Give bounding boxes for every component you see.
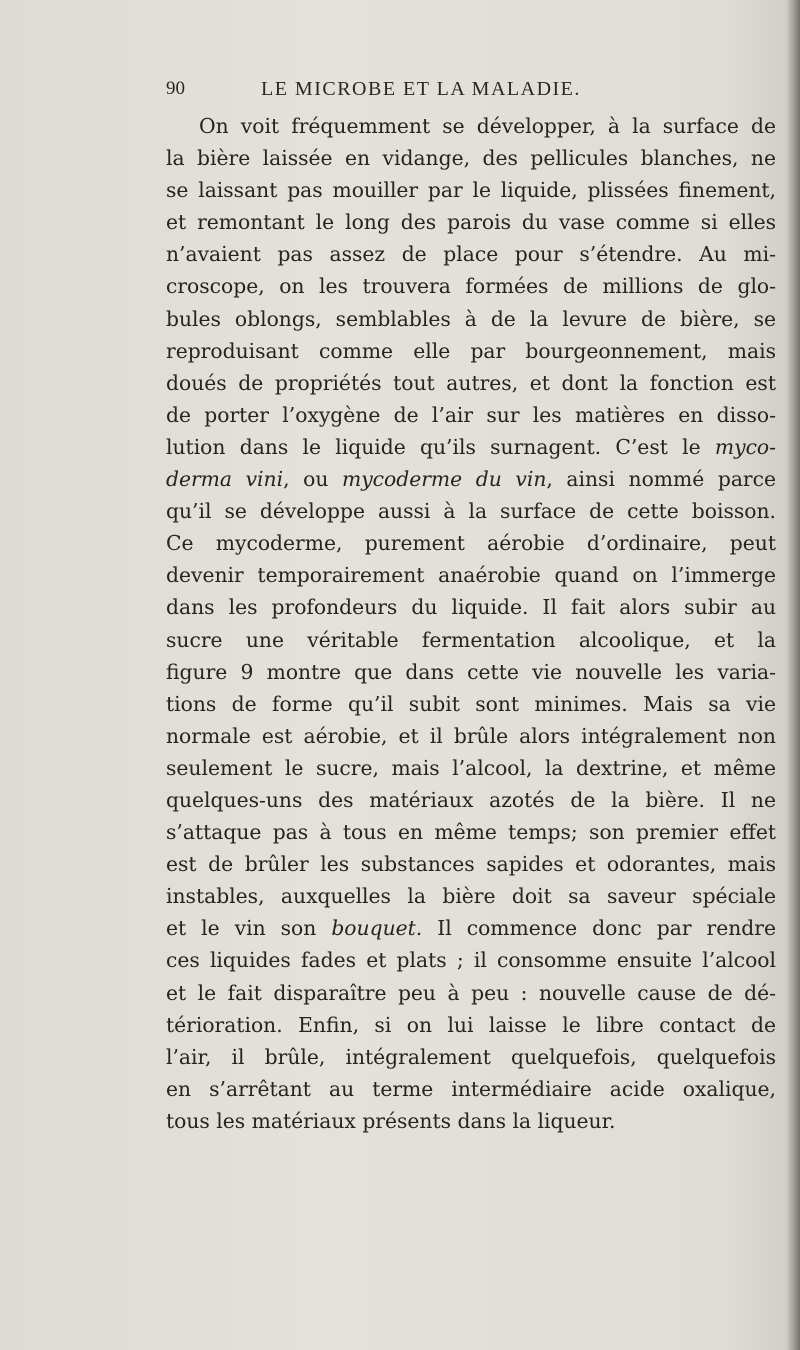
text-line: quelques-uns des matériaux azotés de la bière. Il ne: [166, 787, 776, 812]
page-edge-shadow: [786, 0, 800, 1350]
text-segment: . Il commence donc par rendre: [415, 916, 776, 941]
text-line: instables, auxquelles la bière doit sa saveur spéciale: [166, 884, 776, 909]
text-line: tions de forme qu’il subit sont minimes. Mais sa vie: [166, 691, 776, 716]
text-line: qu’il se développe aussi à la surface de cette boisson.: [166, 499, 776, 524]
italic-term: bouquet: [331, 916, 416, 941]
text-line: térioration. Enfin, si on lui laisse le libre contact de: [166, 1012, 776, 1037]
text-line: est de brûler les substances sapides et odorantes, mais: [166, 852, 776, 877]
text-line: bules oblongs, semblables à de la levure de bière, se: [166, 306, 776, 331]
italic-term: mycoderme du vin: [341, 467, 547, 492]
text-line: doués de propriétés tout autres, et dont la fonction est: [166, 370, 776, 395]
text-line: se laissant pas mouiller par le liquide, plissées finement,: [166, 178, 776, 203]
italic-term: myco-: [714, 434, 776, 459]
body-text: [166, 110, 776, 1137]
text-line: [166, 463, 776, 495]
text-line: figure 9 montre que dans cette vie nouvelle les varia-: [166, 659, 776, 684]
text-line: On voit fréquemment se développer, à la surface de: [199, 114, 776, 138]
text-segment: et le vin son: [166, 916, 332, 941]
text-line: n’avaient pas assez de place pour s’étendre. Au mi-: [166, 242, 776, 267]
text-line: et remontant le long des parois du vase comme si elles: [166, 210, 776, 235]
text-line: [166, 912, 776, 944]
text-line: dans les profondeurs du liquide. Il fait alors subir au: [166, 595, 776, 620]
page-header: [166, 78, 636, 108]
text-line: sucre une véritable fermentation alcoolique, et la: [166, 627, 776, 652]
text-line: Ce mycoderme, purement aérobie d’ordinaire, peut: [166, 531, 776, 556]
italic-term: derma vini: [166, 467, 284, 492]
text-line: devenir temporairement anaérobie quand on l’immerge: [166, 563, 776, 588]
text-line: croscope, on les trouvera formées de millions de glo-: [166, 274, 776, 299]
running-title: LE MICROBE ET LA MALADIE.: [261, 78, 581, 100]
text-line: normale est aérobie, et il brûle alors intégralement non: [166, 723, 776, 748]
text-line: la bière laissée en vidange, des pellicules blanches, ne: [166, 146, 776, 171]
text-line: et le fait disparaître peu à peu : nouvelle cause de dé-: [166, 980, 776, 1005]
text-line: s’attaque pas à tous en même temps; son premier effet: [166, 820, 776, 845]
text-line: de porter l’oxygène de l’air sur les matières en disso-: [166, 402, 776, 427]
text-segment: , ainsi nommé parce: [546, 467, 776, 492]
text-segment: , ou: [283, 467, 342, 492]
page-number: 90: [166, 78, 185, 99]
text-line: reproduisant comme elle par bourgeonnement, mais: [166, 338, 776, 363]
text-line: [166, 431, 776, 463]
text-line: en s’arrêtant au terme intermédiaire acide oxalique,: [166, 1076, 776, 1101]
text-line: seulement le sucre, mais l’alcool, la dextrine, et même: [166, 755, 776, 780]
text-segment: lution dans le liquide qu’ils surnagent. C’est le: [166, 434, 715, 459]
text-line: ces liquides fades et plats ; il consomme ensuite l’alcool: [166, 948, 776, 973]
text-line: l’air, il brûle, intégralement quelquefois, quelquefois: [166, 1044, 776, 1069]
text-line: tous les matériaux présents dans la liqueur.: [166, 1108, 616, 1133]
